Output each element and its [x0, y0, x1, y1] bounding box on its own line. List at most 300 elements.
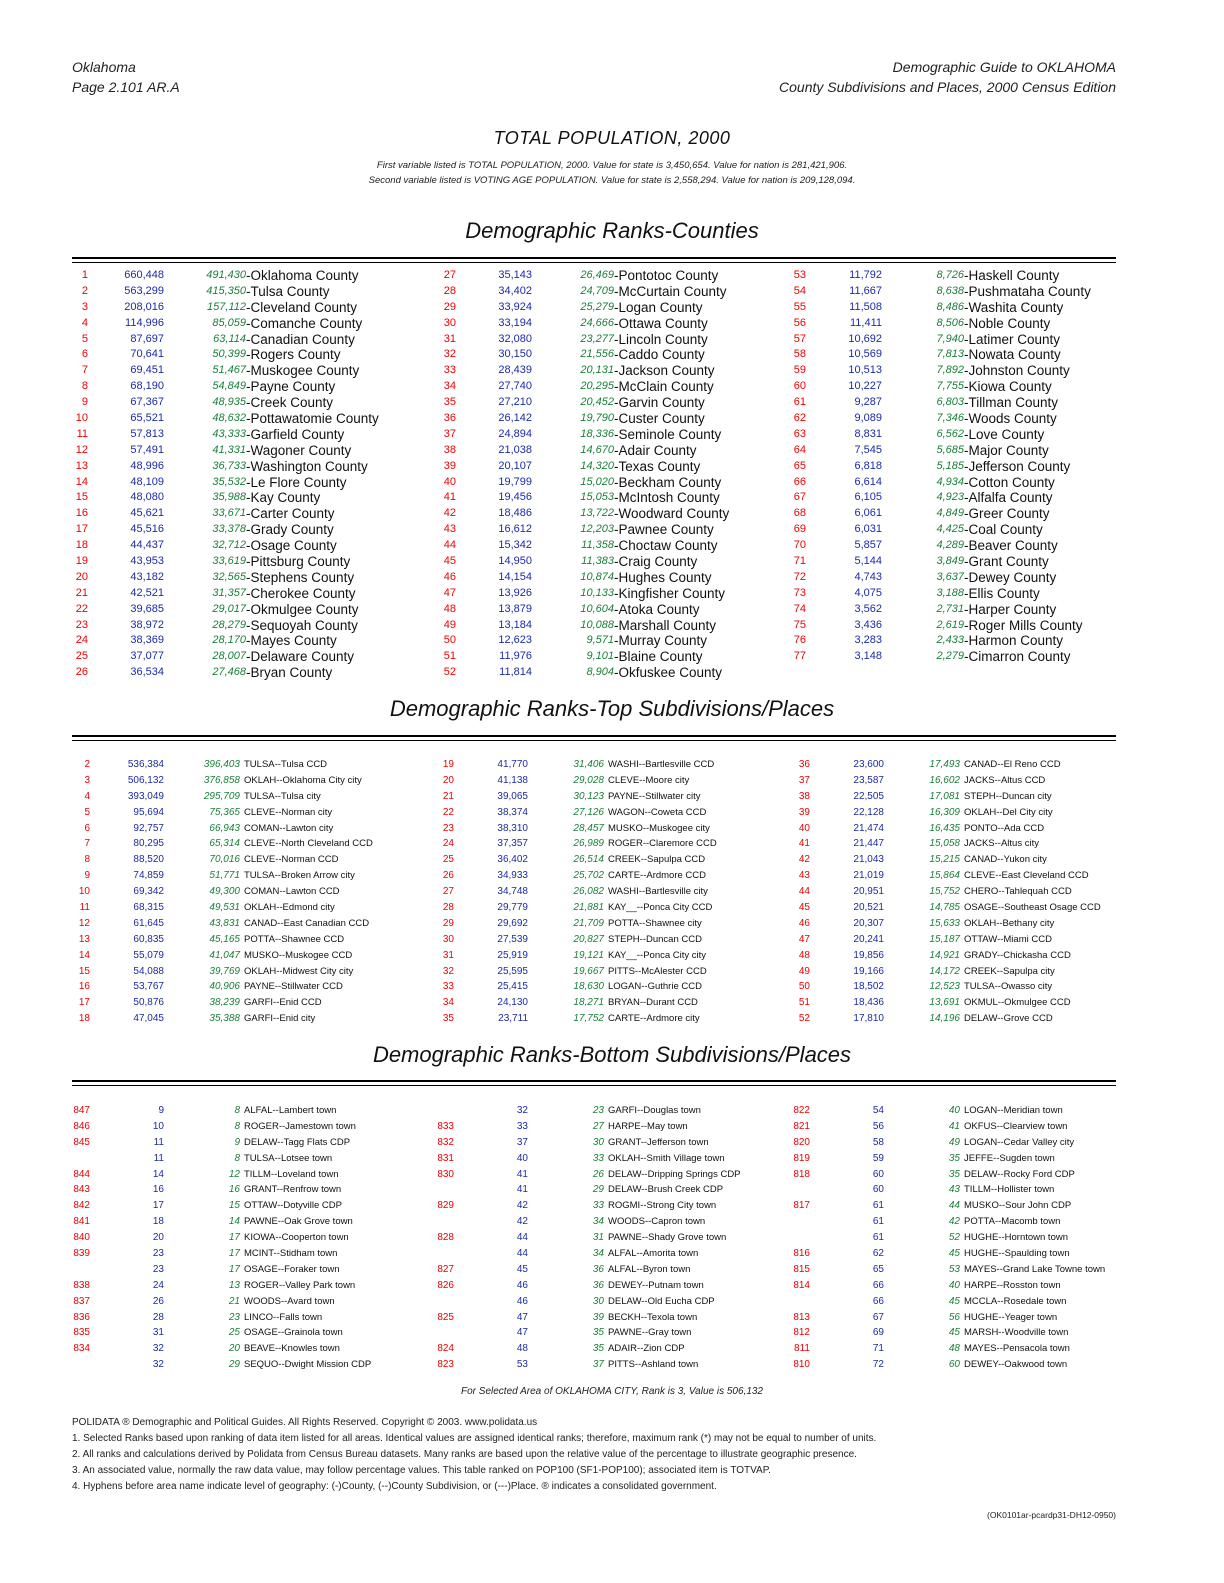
rank: 819 — [793, 1152, 810, 1164]
value-2: 35 — [592, 1327, 604, 1339]
rank: 52 — [798, 1013, 810, 1025]
table-row — [68, 1103, 418, 1119]
value-2: 36,733 — [212, 459, 246, 472]
area-name: -McIntosh County — [614, 490, 720, 506]
value-2: 30,123 — [573, 790, 604, 802]
value-2: 40 — [948, 1105, 960, 1116]
value-1: 31 — [152, 1327, 164, 1339]
value-1: 48,109 — [130, 475, 164, 488]
value-1: 38,369 — [130, 634, 164, 647]
value-1: 74,859 — [133, 870, 164, 882]
area-name: TILLM--Hollister town — [964, 1184, 1055, 1196]
value-2: 25 — [228, 1327, 240, 1339]
table-row — [786, 570, 1126, 586]
value-1: 24,894 — [498, 427, 532, 440]
area-name: DELAW--Brush Creek CDP — [608, 1184, 724, 1196]
rank: 811 — [794, 1343, 810, 1355]
table-row — [436, 570, 776, 586]
area-name: CLEVE--Norman city — [244, 806, 333, 818]
value-1: 506,132 — [127, 774, 164, 786]
value-2: 3,849 — [936, 555, 964, 568]
area-name: ALFAL--Byron town — [608, 1263, 691, 1275]
value-1: 68,190 — [130, 380, 164, 393]
table-row — [432, 1135, 782, 1151]
rank: 11 — [79, 902, 90, 914]
area-name: COMAN--Lawton CCD — [244, 886, 340, 898]
rank: 23 — [75, 618, 88, 631]
divider — [72, 735, 1116, 737]
value-1: 393,049 — [127, 790, 164, 802]
value-2: 14 — [228, 1216, 240, 1228]
value-1: 45,621 — [130, 507, 164, 520]
area-name: -Cotton County — [964, 474, 1055, 490]
table-row — [432, 1182, 782, 1198]
rank: 830 — [437, 1168, 454, 1180]
area-name: DELAW--Tagg Flats CDP — [244, 1136, 351, 1148]
area-name: -Cleveland County — [246, 299, 358, 315]
value-2: 26,989 — [573, 838, 604, 850]
value-2: 396,403 — [203, 759, 240, 770]
value-1: 27,740 — [498, 380, 532, 393]
area-name: -Okmulgee County — [246, 601, 359, 617]
table-row — [68, 602, 408, 618]
value-1: 25,595 — [497, 965, 528, 977]
table-row — [788, 1357, 1118, 1373]
area-name: -Caddo County — [614, 347, 705, 363]
rank: 836 — [73, 1311, 90, 1323]
value-2: 30 — [592, 1136, 604, 1148]
table-row — [436, 268, 776, 284]
value-2: 19,667 — [573, 965, 604, 977]
area-name: MAYES--Pensacola town — [964, 1343, 1070, 1355]
value-2: 25,279 — [580, 300, 614, 313]
value-2: 4,425 — [936, 523, 964, 536]
table-row — [436, 459, 776, 475]
value-1: 87,697 — [130, 332, 164, 345]
rank: 19 — [75, 555, 88, 568]
value-2: 4,849 — [936, 507, 964, 520]
value-1: 33,194 — [498, 316, 532, 329]
table-row — [432, 1103, 782, 1119]
rank: 14 — [75, 475, 88, 488]
table-row — [786, 633, 1126, 649]
value-2: 51,771 — [209, 870, 240, 882]
value-2: 50,399 — [212, 348, 246, 361]
table-row — [786, 395, 1126, 411]
value-2: 27 — [592, 1120, 604, 1132]
value-1: 32,080 — [498, 332, 532, 345]
value-2: 34 — [592, 1248, 604, 1260]
rank: 26 — [442, 870, 454, 882]
table-row — [788, 1214, 1118, 1230]
rank: 1 — [81, 269, 88, 281]
value-1: 41 — [516, 1168, 528, 1180]
value-2: 17 — [228, 1263, 240, 1275]
table-row — [68, 316, 408, 332]
table-row — [432, 1246, 782, 1262]
value-1: 70,641 — [130, 348, 164, 361]
value-2: 11,358 — [581, 539, 614, 552]
value-2: 10,604 — [580, 602, 614, 615]
table-row — [68, 618, 408, 634]
table-row — [436, 665, 776, 681]
table-row — [436, 618, 776, 634]
value-2: 15,053 — [580, 491, 614, 504]
table-row — [788, 1119, 1118, 1135]
divider — [72, 1080, 1116, 1082]
table-row — [432, 1167, 782, 1183]
table-row — [68, 554, 408, 570]
value-2: 20 — [228, 1343, 240, 1355]
rank: 43 — [443, 523, 456, 536]
value-1: 8,831 — [854, 427, 882, 440]
table-row — [786, 347, 1126, 363]
value-2: 45 — [948, 1248, 960, 1260]
rank: 10 — [75, 412, 88, 425]
value-1: 69,342 — [133, 886, 164, 898]
area-name: ALFAL--Lambert town — [244, 1105, 337, 1116]
rank: 60 — [793, 380, 806, 393]
table-row — [68, 948, 418, 964]
value-1: 19,856 — [853, 949, 884, 961]
value-1: 563,299 — [124, 284, 164, 297]
value-2: 48 — [948, 1343, 960, 1355]
rank: 812 — [793, 1327, 810, 1339]
table-row — [68, 475, 408, 491]
rank: 40 — [443, 475, 456, 488]
value-2: 6,803 — [936, 396, 964, 409]
area-name: -Harper County — [964, 601, 1057, 617]
area-name: -Johnston County — [964, 363, 1070, 379]
value-2: 33,619 — [212, 555, 246, 568]
table-row — [788, 1011, 1118, 1027]
value-1: 44 — [516, 1232, 528, 1244]
value-1: 28,439 — [498, 364, 532, 377]
table-row — [68, 789, 418, 805]
value-1: 62 — [872, 1248, 884, 1260]
rank: 64 — [793, 443, 806, 456]
value-2: 20,452 — [580, 396, 614, 409]
area-name: -Oklahoma County — [246, 268, 359, 283]
rank: 820 — [793, 1136, 810, 1148]
rank: 67 — [793, 491, 806, 504]
rank: 823 — [437, 1359, 454, 1371]
table-row — [786, 300, 1126, 316]
rank: 841 — [73, 1216, 90, 1228]
value-1: 11,508 — [849, 300, 882, 313]
area-name: -Pushmataha County — [964, 283, 1091, 299]
table-row — [788, 884, 1118, 900]
table-row — [432, 900, 782, 916]
area-name: OSAGE--Foraker town — [244, 1263, 340, 1275]
table-row — [68, 900, 418, 916]
table-row — [436, 347, 776, 363]
rank: 21 — [75, 586, 88, 599]
value-2: 29,028 — [573, 774, 604, 786]
area-name: CARTE--Ardmore city — [608, 1013, 700, 1025]
area-name: -Harmon County — [964, 633, 1064, 649]
area-name: -Lincoln County — [614, 331, 708, 347]
table-row — [68, 916, 418, 932]
rank: 70 — [793, 539, 806, 552]
area-name: -Adair County — [614, 442, 697, 458]
value-1: 33 — [516, 1120, 528, 1132]
rank: 39 — [798, 806, 810, 818]
area-name: -Craig County — [614, 554, 698, 570]
table-row — [788, 805, 1118, 821]
area-name: BECKH--Texola town — [608, 1311, 698, 1323]
value-2: 21,556 — [580, 348, 614, 361]
value-2: 7,755 — [936, 380, 964, 393]
value-2: 63,114 — [213, 332, 246, 345]
rank: 817 — [793, 1200, 810, 1212]
table-row — [432, 979, 782, 995]
value-1: 20,307 — [853, 917, 884, 929]
value-2: 48,935 — [212, 396, 246, 409]
area-name: OKFUS--Clearview town — [964, 1120, 1068, 1132]
rank: 844 — [73, 1168, 90, 1180]
divider — [72, 1085, 1116, 1086]
area-name: -Wagoner County — [246, 442, 352, 458]
table-row — [68, 995, 418, 1011]
table-row — [68, 379, 408, 395]
table-row — [786, 538, 1126, 554]
rank: 28 — [443, 284, 456, 297]
value-1: 33,924 — [498, 300, 532, 313]
table-row — [432, 1325, 782, 1341]
table-row — [788, 1167, 1118, 1183]
area-name: ROGER--Jamestown town — [244, 1120, 356, 1132]
rank: 827 — [437, 1263, 454, 1275]
value-2: 43 — [948, 1184, 960, 1196]
value-1: 60 — [872, 1184, 884, 1196]
rank: 71 — [793, 555, 806, 568]
value-2: 3,637 — [936, 570, 964, 583]
table-row — [788, 948, 1118, 964]
rank: 828 — [437, 1232, 454, 1244]
area-name: -Tulsa County — [246, 283, 330, 299]
area-name: DEWEY--Oakwood town — [964, 1359, 1068, 1371]
table-row — [436, 475, 776, 491]
table-row — [432, 821, 782, 837]
table-row — [68, 268, 408, 284]
value-1: 17 — [152, 1200, 164, 1212]
value-2: 17 — [228, 1248, 240, 1260]
area-name: LOGAN--Meridian town — [964, 1105, 1063, 1116]
value-2: 29 — [228, 1359, 240, 1371]
table-row — [786, 411, 1126, 427]
value-2: 54,849 — [212, 380, 246, 393]
area-name: ROGER--Claremore CCD — [608, 838, 717, 850]
table-row — [788, 773, 1118, 789]
value-1: 66 — [872, 1279, 884, 1291]
table-row — [788, 900, 1118, 916]
rank: 61 — [793, 396, 806, 409]
value-1: 13,879 — [498, 602, 532, 615]
value-1: 6,614 — [854, 475, 882, 488]
table-row — [786, 649, 1126, 665]
value-1: 20,521 — [853, 902, 884, 914]
value-1: 11 — [153, 1152, 164, 1164]
value-1: 9,089 — [854, 412, 882, 425]
value-2: 35,532 — [212, 475, 246, 488]
area-name: PAWNE--Gray town — [608, 1327, 692, 1339]
value-2: 52 — [948, 1232, 960, 1244]
table-row — [436, 427, 776, 443]
area-name: -Okfuskee County — [614, 665, 723, 681]
value-2: 415,350 — [206, 284, 246, 297]
table-row — [788, 1341, 1118, 1357]
guide-title: Demographic Guide to OKLAHOMA — [892, 59, 1116, 75]
area-name: LOGAN--Guthrie CCD — [608, 981, 702, 993]
rank: 810 — [793, 1359, 810, 1371]
table-row — [432, 773, 782, 789]
area-name: PAWNE--Shady Grove town — [608, 1232, 727, 1244]
area-name: -Nowata County — [964, 347, 1061, 363]
value-1: 3,283 — [854, 634, 882, 647]
value-1: 61,645 — [133, 917, 164, 929]
table-row — [68, 1011, 418, 1027]
value-2: 31,357 — [212, 586, 246, 599]
value-2: 157,112 — [207, 300, 246, 313]
table-row — [788, 836, 1118, 852]
table-row — [432, 836, 782, 852]
area-name: LINCO--Falls town — [244, 1311, 323, 1323]
area-name: OTTAW--Miami CCD — [964, 933, 1052, 945]
area-name: -Garfield County — [246, 426, 345, 442]
value-1: 65 — [872, 1263, 884, 1275]
area-name: WOODS--Capron town — [608, 1216, 706, 1228]
table-row — [68, 1246, 418, 1262]
rank: 5 — [81, 332, 88, 345]
table-row — [788, 1278, 1118, 1294]
guide-subtitle: County Subdivisions and Places, 2000 Census Edition — [779, 79, 1116, 95]
value-1: 71 — [872, 1343, 884, 1355]
table-row — [68, 1135, 418, 1151]
value-1: 95,694 — [133, 806, 164, 818]
rank: 4 — [84, 790, 90, 802]
table-row — [788, 789, 1118, 805]
table-row — [68, 347, 408, 363]
rank: 20 — [442, 774, 454, 786]
value-1: 39,685 — [130, 602, 164, 615]
value-1: 53 — [516, 1359, 528, 1371]
rank: 18 — [75, 539, 88, 552]
area-name: -Cimarron County — [964, 649, 1071, 665]
table-row — [432, 1011, 782, 1027]
rank: 35 — [443, 396, 456, 409]
value-1: 11,411 — [849, 316, 882, 329]
value-1: 57,491 — [130, 443, 164, 456]
rank: 54 — [793, 284, 806, 297]
value-2: 35 — [592, 1343, 604, 1355]
area-name: -Logan County — [614, 299, 703, 315]
area-name: ROGMI--Strong City town — [608, 1200, 717, 1212]
value-2: 49 — [948, 1136, 960, 1148]
value-1: 36,534 — [130, 666, 164, 679]
table-row — [786, 522, 1126, 538]
value-2: 26,469 — [580, 269, 614, 281]
table-row — [68, 932, 418, 948]
rank: 814 — [793, 1279, 810, 1291]
rank: 43 — [798, 870, 810, 882]
area-name: JACKS--Altus city — [964, 838, 1039, 850]
area-name: TULSA--Lotsee town — [244, 1152, 333, 1164]
rank: 41 — [798, 838, 810, 850]
value-1: 59 — [872, 1152, 884, 1164]
table-row — [432, 1262, 782, 1278]
value-2: 16,602 — [929, 774, 960, 786]
table-row — [788, 1325, 1118, 1341]
table-row — [68, 649, 408, 665]
rank: 7 — [84, 838, 90, 850]
value-1: 23,587 — [853, 774, 884, 786]
value-1: 13,184 — [498, 618, 532, 631]
table-row — [432, 995, 782, 1011]
area-name: KIOWA--Cooperton town — [244, 1232, 349, 1244]
value-2: 48,632 — [212, 412, 246, 425]
table-row — [436, 586, 776, 602]
rank: 13 — [75, 459, 88, 472]
rank: 31 — [442, 949, 454, 961]
value-2: 17,752 — [573, 1013, 604, 1025]
rank: 34 — [442, 997, 454, 1009]
rank: 51 — [798, 997, 810, 1009]
value-1: 3,562 — [854, 602, 882, 615]
rank: 36 — [798, 759, 810, 770]
table-row — [788, 1246, 1118, 1262]
value-2: 31,406 — [573, 759, 604, 770]
table-row — [68, 757, 418, 773]
value-1: 14,154 — [498, 570, 532, 583]
value-2: 16 — [228, 1184, 240, 1196]
rank: 40 — [798, 822, 810, 834]
table-row — [432, 932, 782, 948]
area-name: -Seminole County — [614, 426, 722, 442]
value-1: 23,600 — [853, 759, 884, 770]
rank: 66 — [793, 475, 806, 488]
value-1: 69,451 — [130, 364, 164, 377]
value-1: 68,315 — [133, 902, 164, 914]
table-row — [432, 1294, 782, 1310]
rank: 17 — [78, 997, 90, 1009]
area-name: -Rogers County — [246, 347, 341, 363]
value-2: 11,383 — [581, 555, 614, 568]
table-row — [788, 1294, 1118, 1310]
table-row — [788, 1262, 1118, 1278]
area-name: -Osage County — [246, 538, 337, 554]
value-2: 14,172 — [929, 965, 960, 977]
value-1: 20 — [152, 1232, 164, 1244]
rank: 72 — [793, 570, 806, 583]
area-name: MCINT--Stidham town — [244, 1248, 338, 1260]
table-row — [786, 475, 1126, 491]
table-row — [432, 1230, 782, 1246]
area-name: -McClain County — [614, 379, 714, 395]
value-1: 19,799 — [498, 475, 532, 488]
table-row — [68, 1151, 418, 1167]
value-2: 34 — [592, 1216, 604, 1228]
value-2: 30 — [592, 1295, 604, 1307]
area-name: ADAIR--Zion CDP — [608, 1343, 685, 1355]
area-name: CANAD--East Canadian CCD — [244, 917, 370, 929]
area-name: POTTA--Shawnee city — [608, 917, 702, 929]
rank: 59 — [793, 364, 806, 377]
table-row — [786, 618, 1126, 634]
value-2: 40,906 — [209, 981, 240, 993]
area-name: MUSKO--Muskogee CCD — [244, 949, 353, 961]
value-2: 14,320 — [580, 459, 614, 472]
